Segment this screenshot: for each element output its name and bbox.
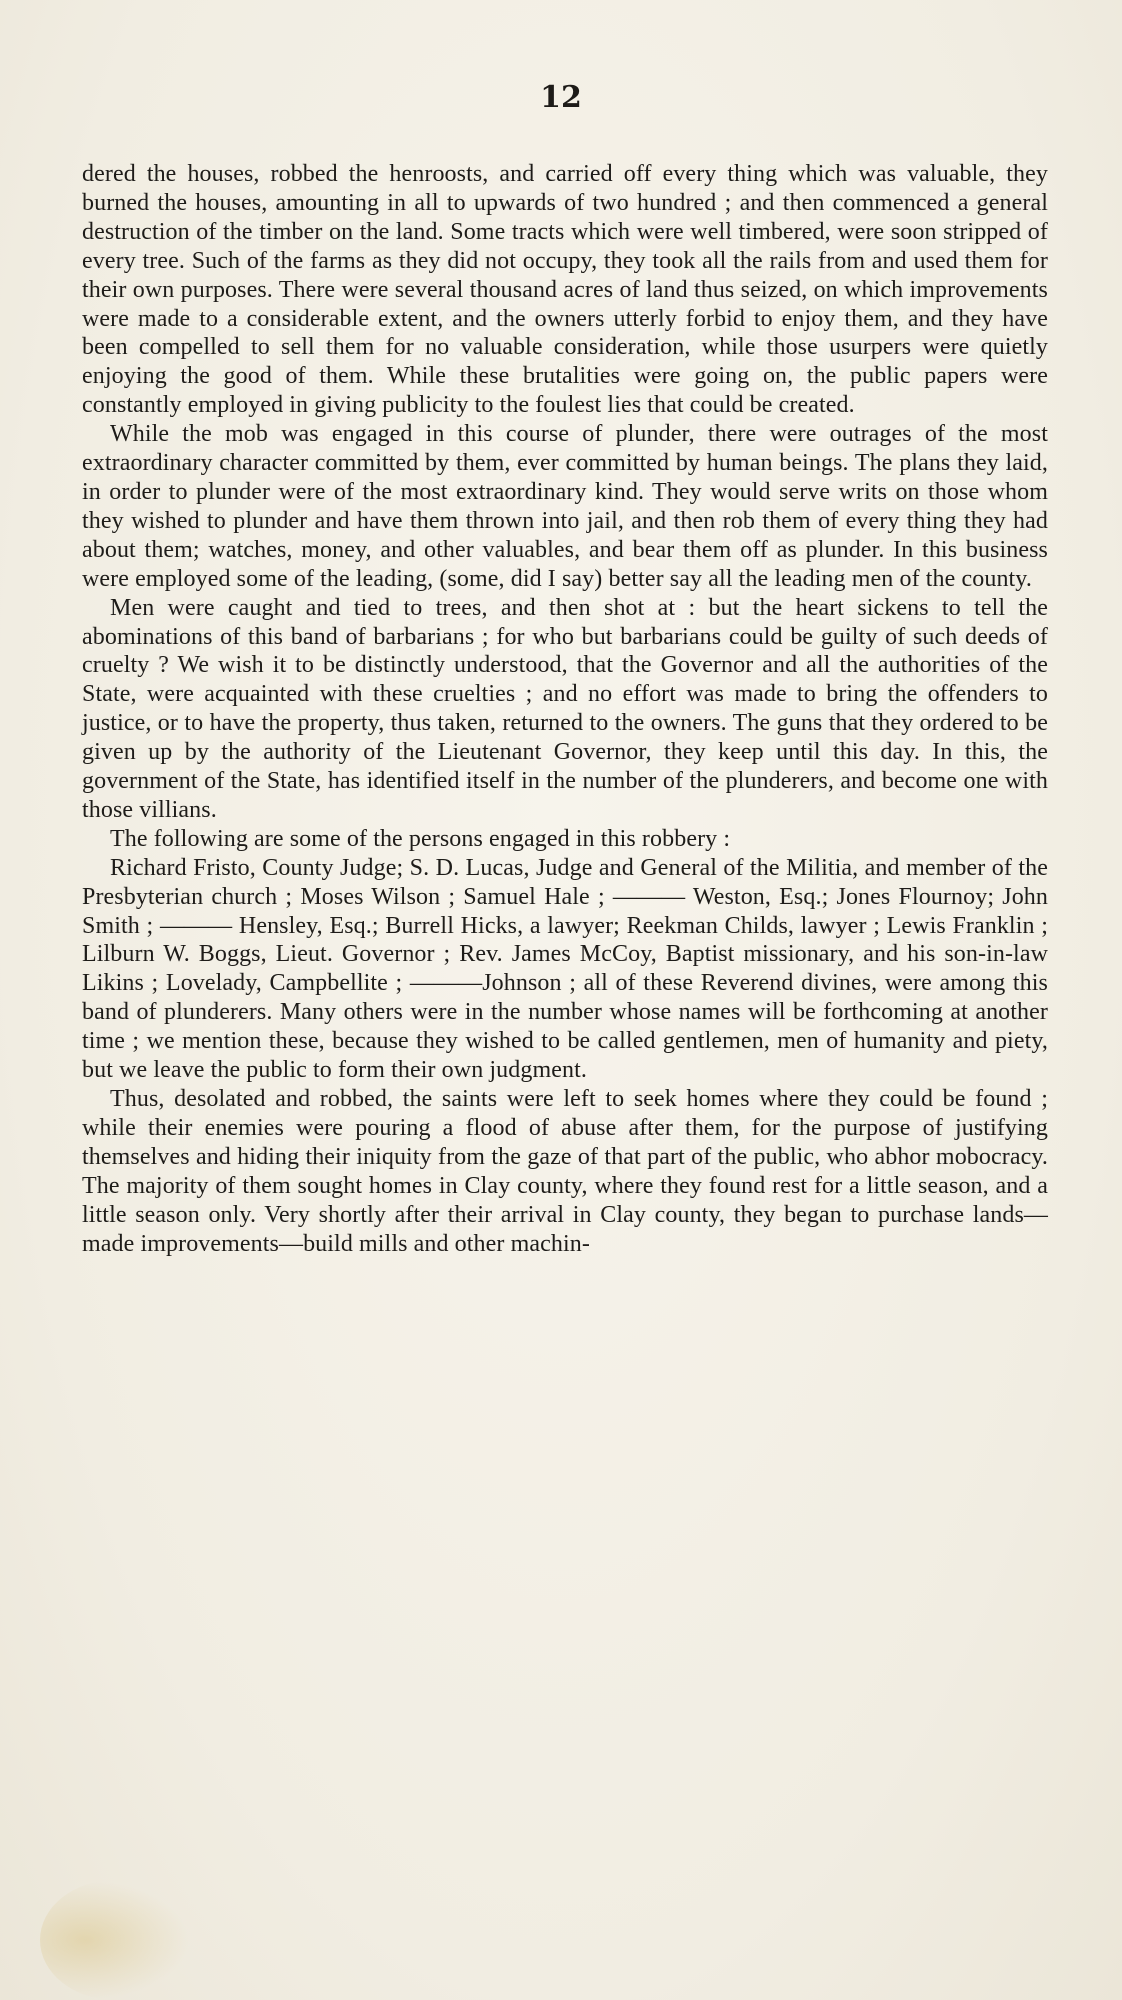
paragraph-6: Thus, desolated and robbed, the saints were left to seek homes where they could be found ; while their enemies were pouring a flood of abuse after them, for the purpose of justifying themselves and hiding their iniquity from the gaze of that part of the public, who abhor mobocracy. The majority of them sought homes in Clay county, where they found rest for a little season, and a little season only. Very shortly after their arrival in Clay county, they began to purchase lands—made improvements—build mills and other machin- (82, 1086, 1048, 1257)
paragraph-1: dered the houses, robbed the henroosts, and carried off every thing which was valuable, they burned the houses, amounting in all to upwards of two hundred ; and then commenced a general destruction of the timber on the land. Some tracts which were well timbered, were soon stripped of every tree. Such of the farms as they did not occupy, they took all the rails from and used them for their own purposes. There were several thousand acres of land thus seized, on which improvements were made to a considerable extent, and the owners utterly forbid to enjoy them, and they have been compelled to sell them for no valuable consideration, while those usurpers were quietly enjoying the good of them. While these brutalities were going on, the public papers were constantly employed in giving publicity to the foulest lies that could be created. (82, 161, 1048, 419)
paper-stain (40, 1880, 190, 2000)
paragraph-3: Men were caught and tied to trees, and then shot at : but the heart sickens to tell the abominations of this band of barbarians ; for who but barbarians could be guilty of such deeds of cruelty ? We wish it to be distinctly understood, that the Governor and all the authorities of the State, were acquainted with these cruelties ; and no effort was made to bring the offenders to justice, or to have the property, thus taken, returned to the owners. The guns that they ordered to be given up by the authority of the Lieutenant Governor, they keep until this day. In this, the government of the State, has identified itself in the number of the plunderers, and become one with those villians. (82, 594, 1048, 823)
body-text (82, 160, 1048, 1258)
paragraph-2: While the mob was engaged in this course of plunder, there were outrages of the most extraordinary character committed by them, ever committed by human beings. The plans they laid, in order to plunder were of the most extraordinary kind. They would serve writs on those whom they wished to plunder and have them thrown into jail, and then rob them of every thing they had about them; watches, money, and other valuables, and bear them off as plunder. In this business were employed some of the leading, (some, did I say) better say all the leading men of the county. (82, 421, 1048, 592)
paragraph-4: The following are some of the persons engaged in this robbery : (110, 825, 731, 852)
page-number: 12 (540, 80, 582, 115)
paragraph-5: Richard Fristo, County Judge; S. D. Lucas, Judge and General of the Militia, and member of the Presbyterian church ; Moses Wilson ; Samuel Hale ; ——— Weston, Esq.; Jones Flournoy; John Smith ; ——— Hensley, Esq.; Burrell Hicks, a lawyer; Reekman Childs, lawyer ; Lewis Franklin ; Lilburn W. Boggs, Lieut. Governor ; Rev. James McCoy, Baptist missionary, and his son-in-law Likins ; Lovelady, Campbellite ; ———Johnson ; all of these Reverend divines, were among this band of plunderers. Many others were in the number whose names will be forthcoming at another time ; we mention these, because they wished to be called gentlemen, men of humanity and piety, but we leave the public to form their own judgment. (82, 854, 1048, 1084)
